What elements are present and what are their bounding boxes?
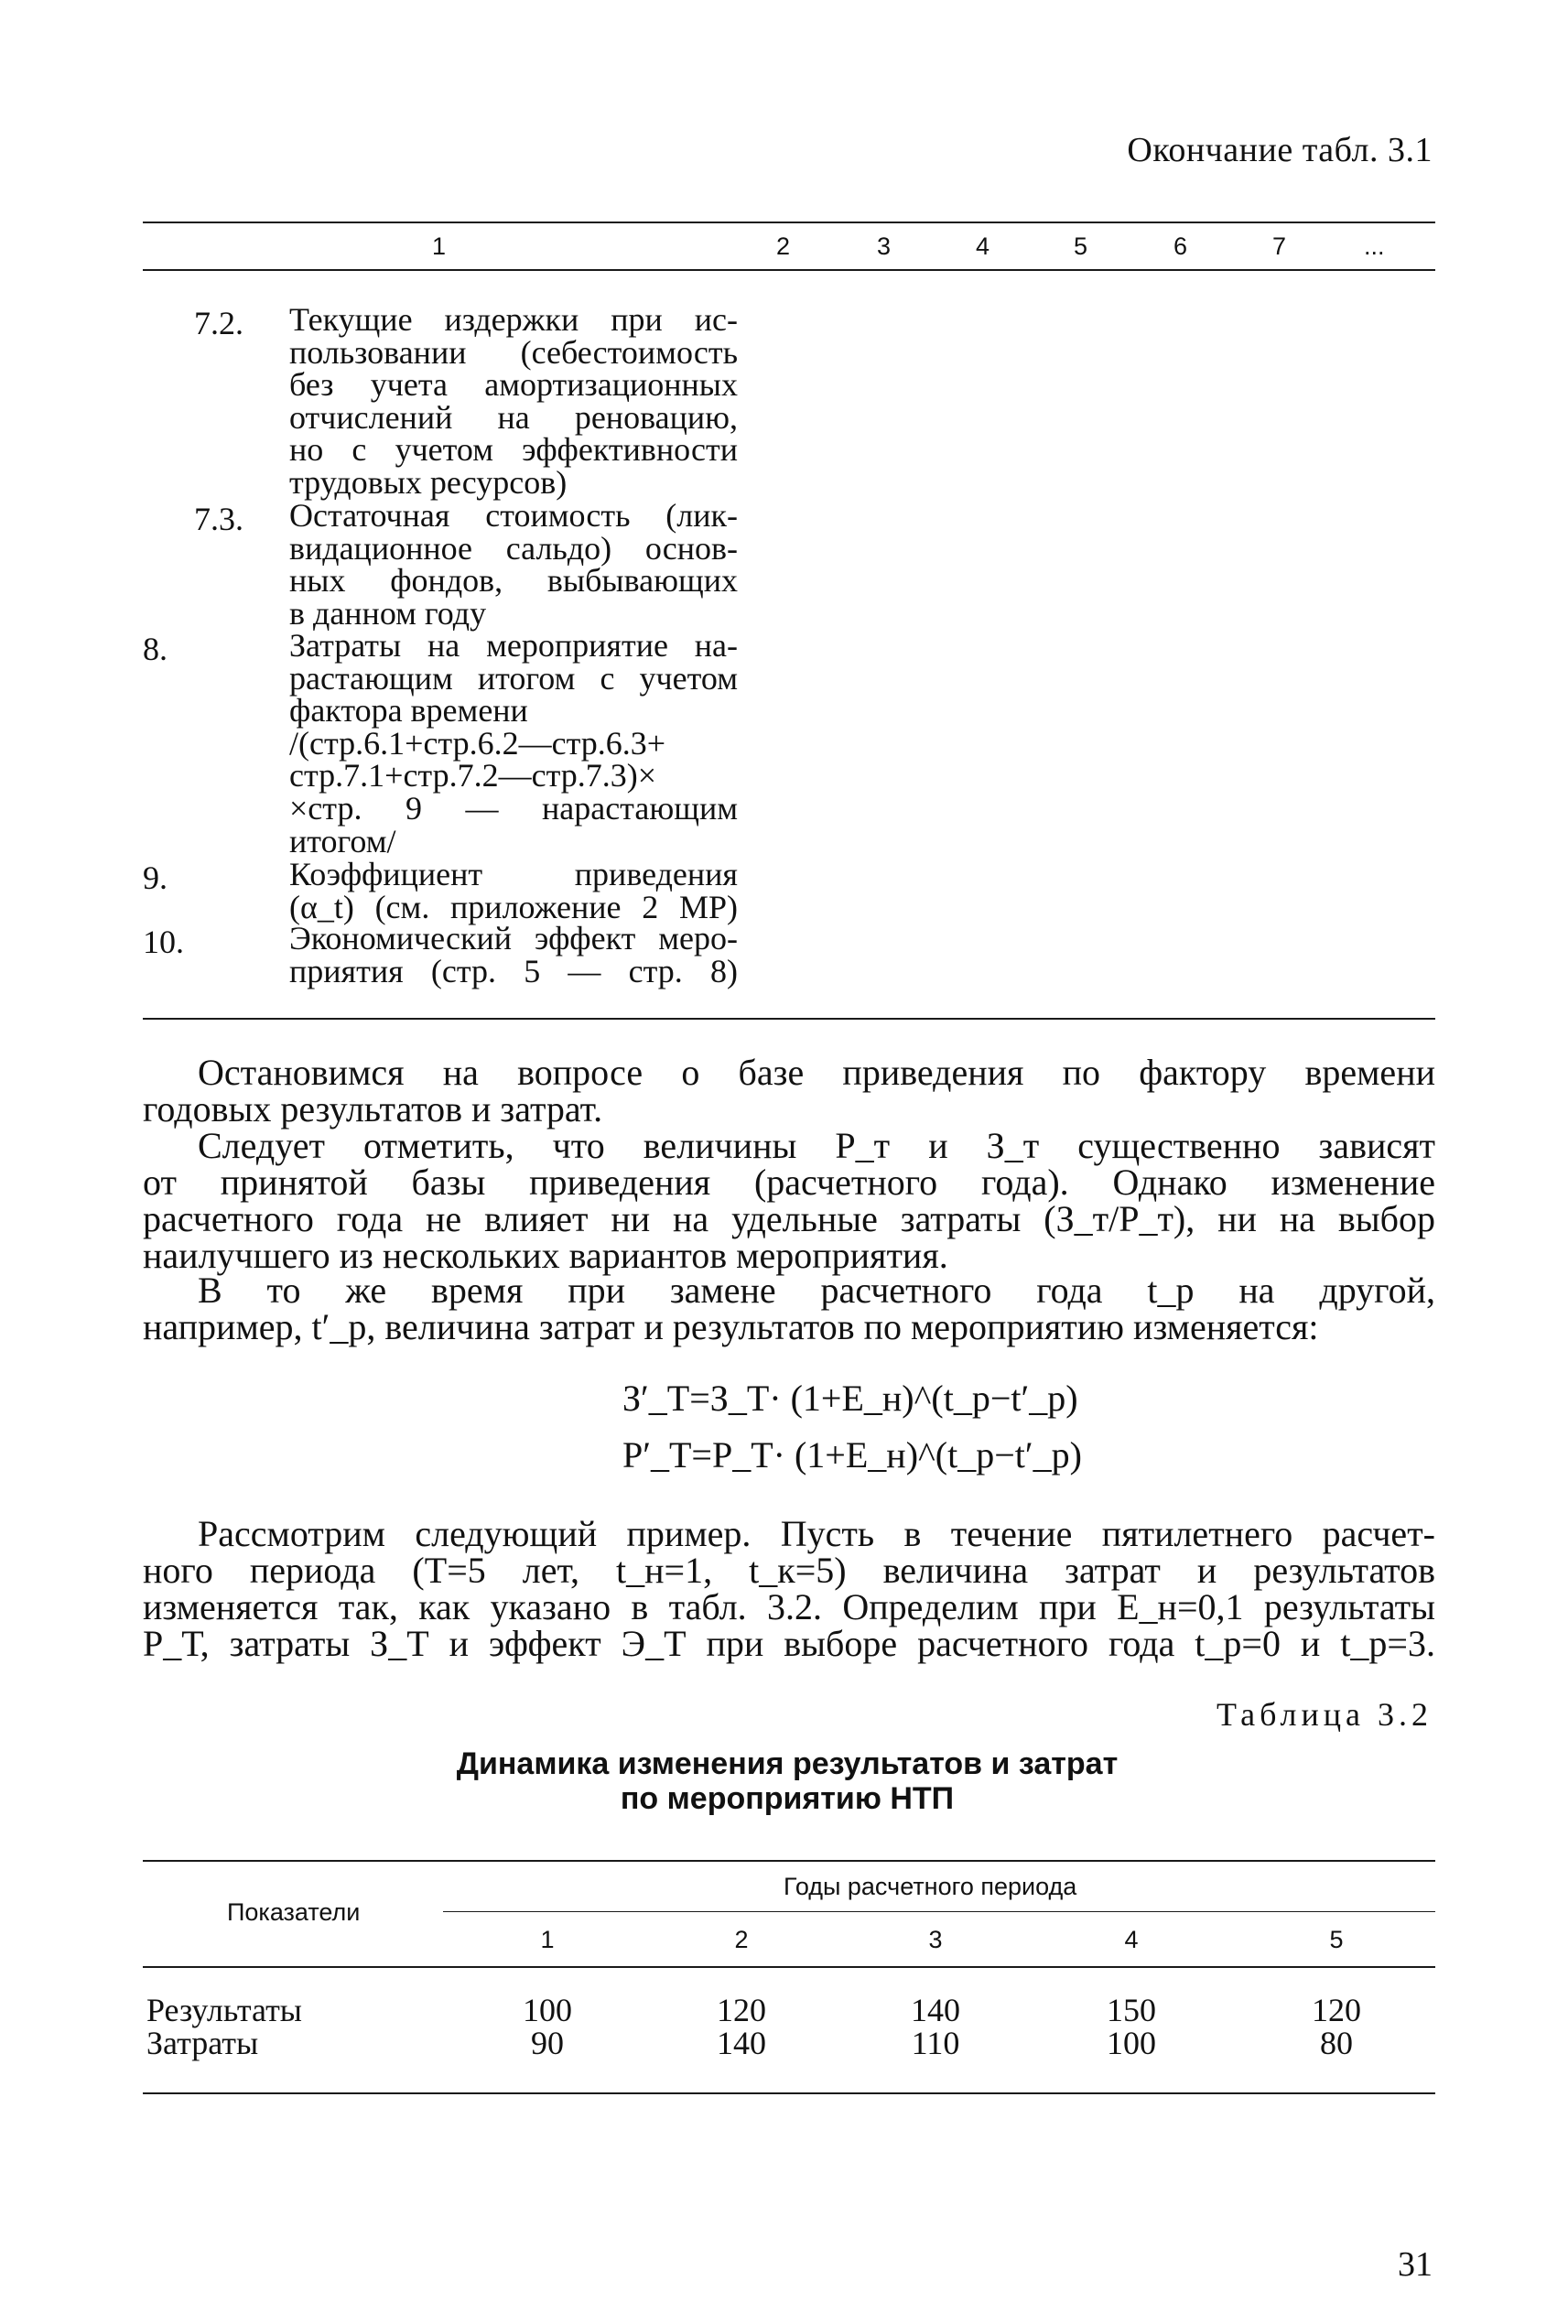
paragraph: Следует отметить, что величины Р_т и З_т существенно зависят от принятой базы приведения (расчетного года). Однако изменение расчетного года не влияет ни на удельные затраты (З_т/Р_т), ни на выбор наилучшего из нескольких вариантов мероприятия. [143,1125,1435,1276]
row-description: Остаточная стоимость (лик- видационное сальдо) основ- ных фондов, выбывающих в данном году [289,497,738,632]
row-description: Экономический эффект меро- приятия (стр. 5 — стр. 8) [289,920,738,989]
year-header: 2 [734,1926,749,1953]
column-number: 5 [1074,232,1088,260]
year-header: 1 [540,1926,555,1953]
formula: З′_Т=З_Т· (1+Е_н)^(t_р−t′_р) [622,1378,1078,1419]
table-top-rule [143,1860,1435,1862]
row-number: 7.2. [194,305,243,341]
page-number: 31 [1398,2245,1433,2284]
table-bottom-rule [143,1018,1435,1020]
column-number: 2 [776,232,791,260]
table-header-rule [143,1966,1435,1968]
column-header-indicators: Показатели [227,1898,361,1926]
row-number: 9. [143,859,168,896]
year-header: 4 [1124,1926,1139,1953]
formula: Р′_Т=Р_Т· (1+Е_н)^(t_р−t′_р) [622,1434,1082,1475]
cell-value: 80 [1320,2025,1353,2061]
cell-value: 90 [531,2025,564,2061]
cell-value: 120 [1312,1992,1361,2028]
cell-value: 120 [717,1992,766,2028]
row-label: Затраты [146,2025,259,2061]
column-header-years: Годы расчетного периода [784,1873,1077,1900]
running-head: Окончание табл. 3.1 [1127,131,1433,169]
cell-value: 110 [911,2025,960,2061]
column-number: 3 [877,232,892,260]
row-number: 7.3. [194,501,243,537]
cell-value: 100 [523,1992,572,2028]
row-description: Затраты на мероприятие на- растающим итогом с учетом фактора времени /(стр.6.1+стр.6.2—стр.6.3+ стр.7.1+стр.7.2—стр.7.3)× ×стр. 9 — нарастающим итогом/ [289,627,738,859]
table-top-rule [143,222,1435,223]
cell-value: 100 [1107,2025,1156,2061]
row-number: 10. [143,924,184,960]
cell-value: 150 [1107,1992,1156,2028]
column-number: 6 [1173,232,1188,260]
table-header-rule [143,269,1435,271]
column-number: 1 [432,232,447,260]
paragraph: Рассмотрим следующий пример. Пусть в течение пятилетнего расчет- ного периода (Т=5 лет, t_н=1, t_к=5) величина затрат и результатов изменяется так, как указано в табл. 3.2. Определим при Е_н=0,1 результаты Р_Т, затраты З_Т и эффект Э_Т при выборе расчетного года t_р=0 и t_р=3. [143,1513,1435,1664]
column-number: 4 [976,232,990,260]
year-header: 3 [928,1926,943,1953]
paragraph: В то же время при замене расчетного года t_р на другой, например, t′_р, величина затрат и результатов по мероприятию изменяется: [143,1270,1435,1347]
row-number: 8. [143,631,168,667]
paragraph: Остановимся на вопросе о базе приведения по фактору времени годовых результатов и затрат. [143,1052,1435,1130]
cell-value: 140 [717,2025,766,2061]
row-label: Результаты [146,1992,302,2028]
cell-value: 140 [911,1992,960,2028]
table-bottom-rule [143,2092,1435,2094]
table-title: Динамика изменения результатов и затрат по мероприятию НТП [456,1746,1119,1816]
table-label: Таблица 3.2 [1217,1696,1433,1733]
row-description: Текущие издержки при ис- пользовании (себестоимость без учета амортизационных отчислений на реновацию, но с учетом эффективности трудовых ресурсов) [289,301,738,501]
row-description: Коэффициент приведения (α_t) (см. приложение 2 МР) [289,856,738,925]
header-subrule [443,1911,1435,1912]
year-header: 5 [1329,1926,1344,1953]
column-number: ... [1364,232,1385,260]
column-number: 7 [1272,232,1287,260]
